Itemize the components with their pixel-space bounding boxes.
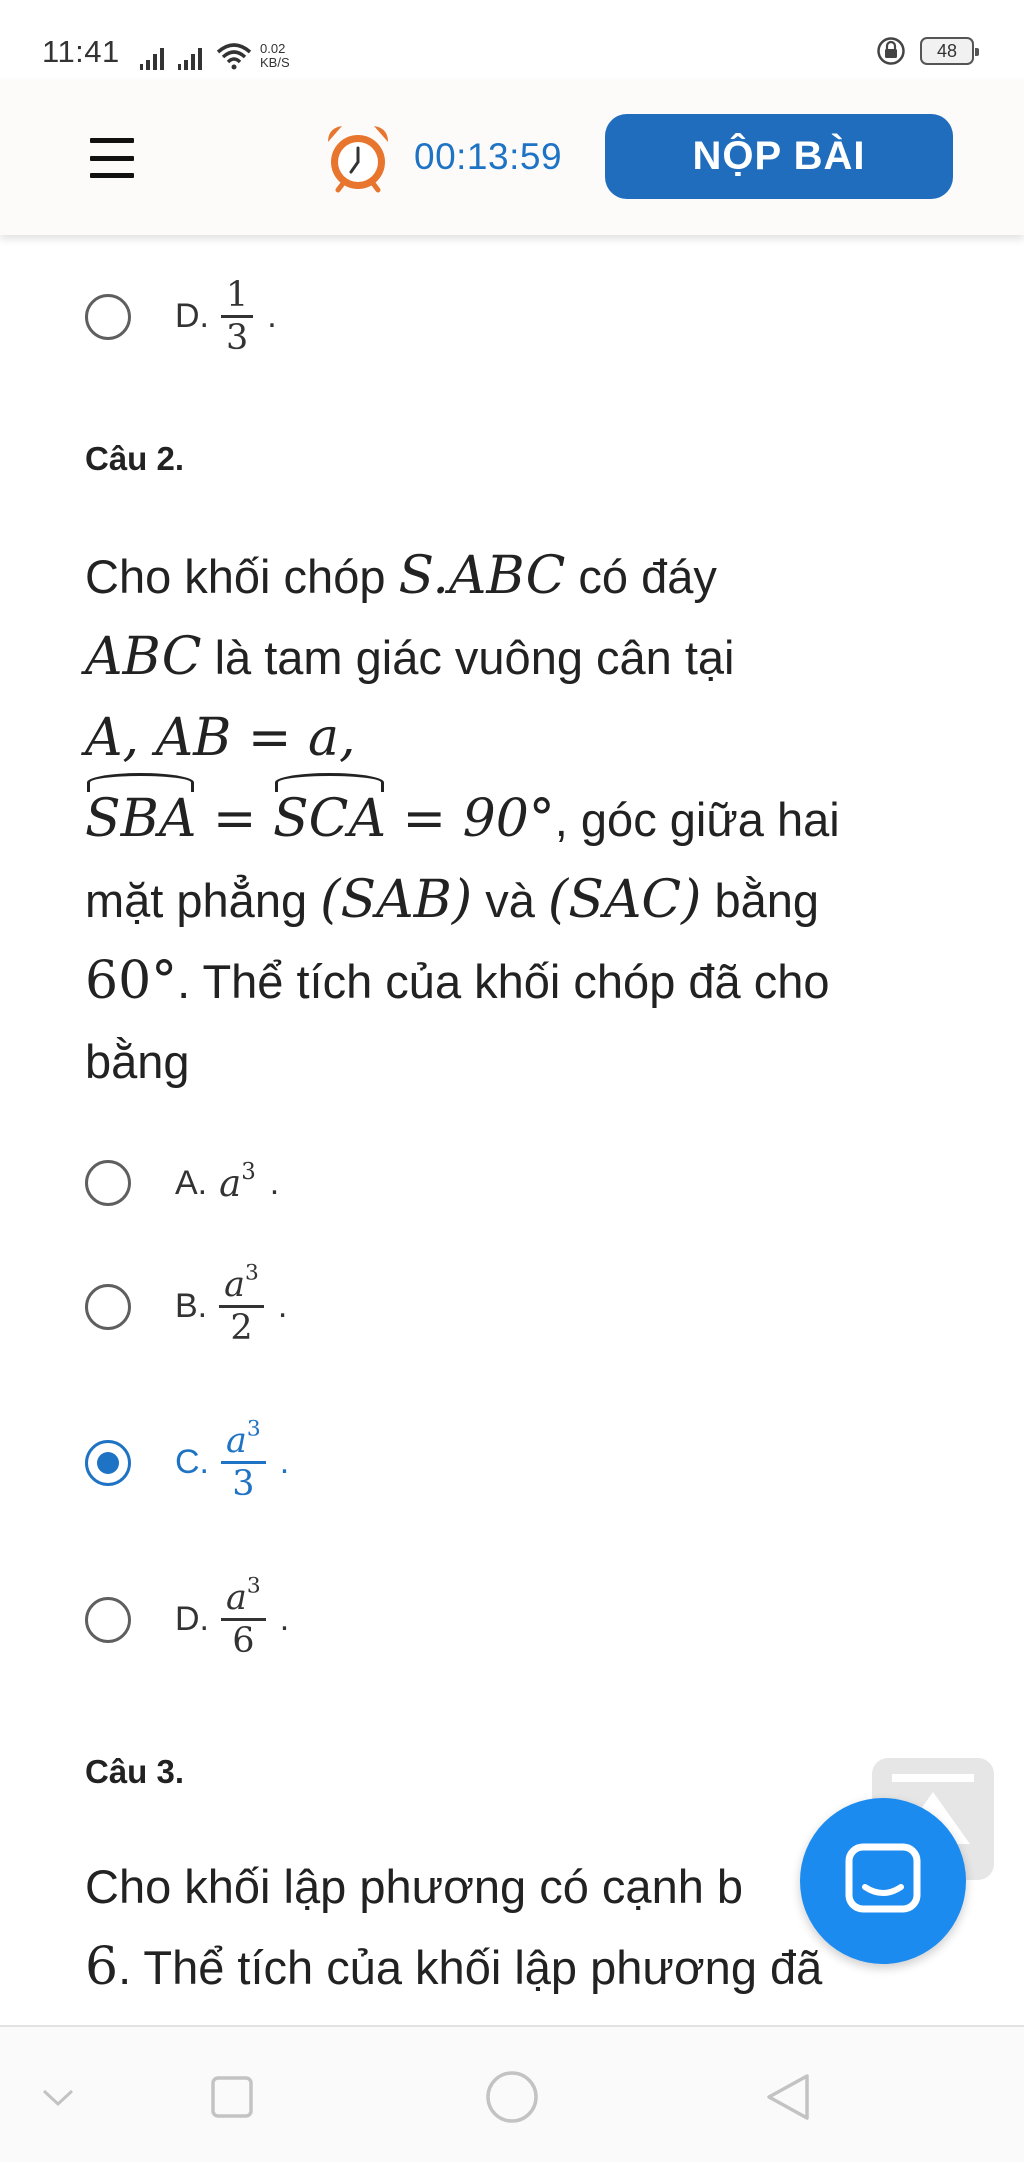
fraction: $\frac{a^3}{2}$	[219, 1265, 264, 1349]
option-b[interactable]: B. $\frac{a^3}{2}$ .	[85, 1265, 287, 1349]
option-d[interactable]: D. $\frac{a^3}{6}$ .	[85, 1578, 289, 1662]
wifi-icon	[216, 42, 252, 70]
countdown-timer: 00:13:59	[414, 136, 563, 177]
chat-button[interactable]	[800, 1798, 966, 1964]
exam-content	[0, 235, 1024, 2025]
angle-sca: SCA	[273, 779, 386, 859]
radio-button[interactable]	[85, 1160, 131, 1206]
previous-option-d[interactable]: D. $\frac{1}{3}$ .	[85, 275, 277, 359]
radio-button-selected[interactable]	[85, 1440, 131, 1486]
fraction: $\frac{a^3}{3}$	[221, 1421, 266, 1505]
question-2-label: Câu 2.	[85, 440, 185, 477]
angle-sba: SBA	[85, 779, 196, 859]
system-nav-bar	[0, 2025, 1024, 2162]
status-bar	[0, 0, 1024, 80]
option-c[interactable]: C. $\frac{a^3}{3}$ .	[85, 1421, 289, 1505]
question-3-label: Câu 3.	[85, 1753, 185, 1790]
submit-button[interactable]: NỘP BÀI	[605, 114, 953, 199]
signal-icon	[140, 46, 164, 70]
alarm-clock-icon	[322, 122, 394, 196]
network-speed: 0.02 KB/S	[260, 41, 290, 70]
radio-button[interactable]	[85, 1597, 131, 1643]
battery-level: 48	[936, 40, 958, 61]
question-3-text: Cho khối lập phương có cạnh b 6. Thể tích của khối lập phương đã	[85, 1860, 823, 1997]
triangle-back-icon[interactable]	[758, 2067, 818, 2127]
hamburger-icon[interactable]	[90, 138, 134, 178]
fraction: $\frac{1}{3}$	[221, 275, 253, 359]
circle-home-icon[interactable]	[482, 2067, 542, 2127]
fraction: $\frac{a^3}{6}$	[221, 1578, 266, 1662]
battery-icon	[920, 37, 974, 65]
square-recents-icon[interactable]	[202, 2067, 262, 2127]
radio-button[interactable]	[85, 294, 131, 340]
chat-bubble-icon	[841, 1841, 925, 1921]
clock: 11:41	[42, 34, 120, 69]
option-a[interactable]: A. $a^3$ .	[85, 1160, 279, 1206]
app-header	[0, 80, 1024, 235]
screen-lock-icon	[876, 36, 906, 66]
signal-icon	[178, 46, 202, 70]
question-2-text: Cho khối chóp S.ABC có đáy ABC là tam giác vuông cân tại A, AB = a, SBA = SCA = 90°, góc giữa hai mặt phẳng (SAB) và (SAC) bằng 60°. Thể tích của khối chóp đã cho bằng	[85, 546, 840, 1088]
radio-button[interactable]	[85, 1284, 131, 1330]
chevron-down-icon[interactable]	[28, 2067, 88, 2127]
